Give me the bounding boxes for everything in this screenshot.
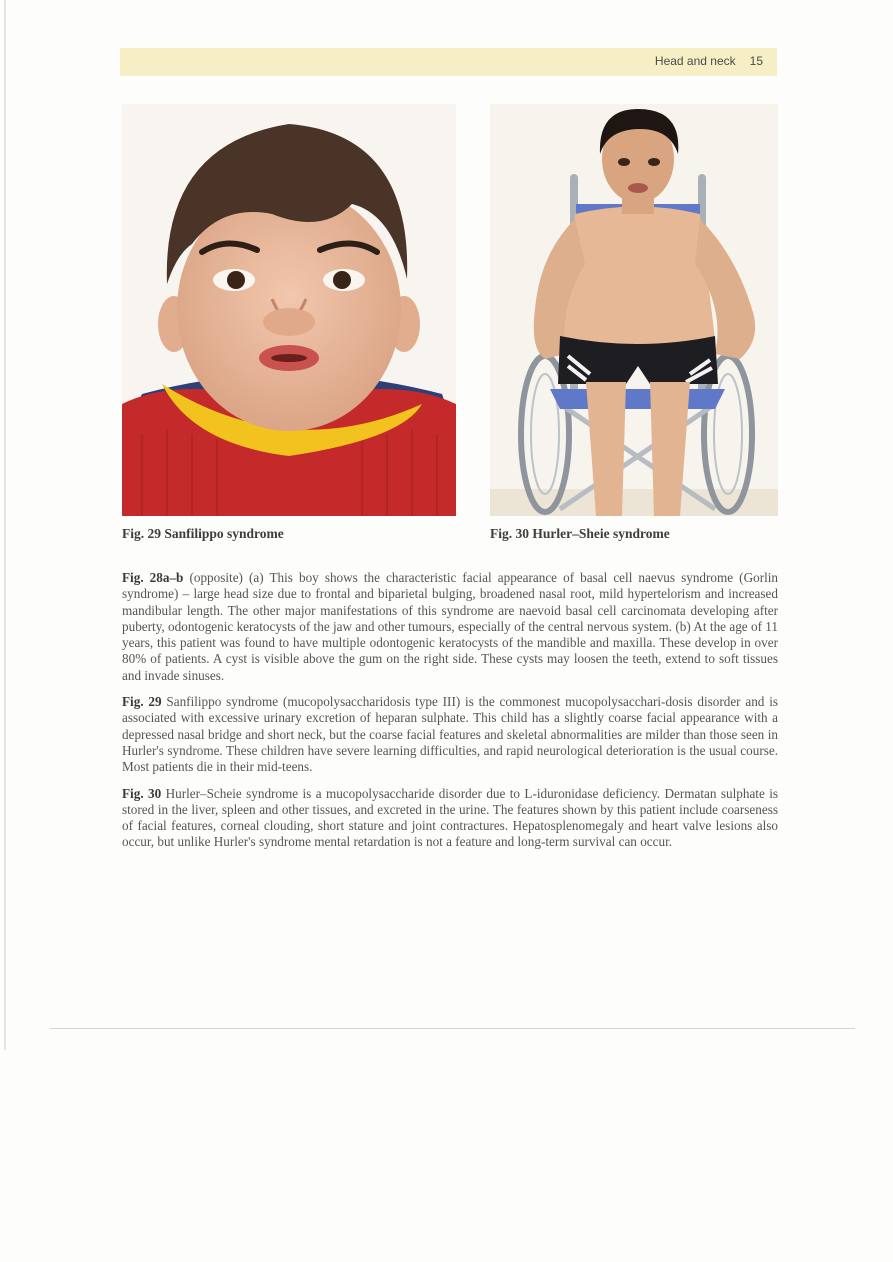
body-text	[122, 570, 778, 861]
figure-30-caption	[490, 526, 670, 542]
figure-29-caption	[122, 526, 284, 542]
paragraph-fig-30	[122, 786, 778, 851]
wheelchair-patient-illustration	[490, 104, 778, 516]
page-edge-shadow	[4, 0, 6, 1050]
caption-text: Hurler–Sheie syndrome	[532, 526, 670, 541]
figure-30-photo	[490, 104, 778, 516]
paragraph-text: (opposite) (a) This boy shows the characteristic facial appearance of basal cell naevus syndrome (Gorlin syndrome) – large head size due to frontal and biparietal bulging, broadened nasal root, mild hypertelorism and increased mandibular length. The other major manifestations of this syndrome are naevoid basal cell carcinomata developing after puberty, odontogenic keratocysts of the jaw and other tumours, especially of the central nervous system. (b) At the age of 11 years, this patient was found to have multiple odontogenic keratocysts of the mandible and maxilla. These develop in over 80% of patients. A cyst is visible above the gum on the right side. These cysts may loosen the teeth, extend to soft tissues and invade sinuses.	[122, 570, 779, 683]
page-number: 15	[749, 54, 763, 68]
header-text	[655, 54, 763, 68]
caption-label: Fig. 29	[122, 526, 161, 541]
paragraph-text: Hurler–Scheie syndrome is a mucopolysaccharide disorder due to L-iduronidase deficiency. Dermatan sulphate is stored in the liver, spleen and other tissues, and excreted in the urine. The features shown by this patient include coarseness of facial features, corneal clouding, short stature and joint contractures. Hepatosplenomegaly and heart valve lesions also occur, but unlike Hurler's syndrome mental retardation is not a feature and long-term survival can occur.	[122, 785, 778, 850]
running-header	[120, 48, 777, 76]
section-title: Head and neck	[654, 54, 736, 68]
paragraph-fig-28	[122, 570, 778, 684]
caption-text: Sanfilippo syndrome	[164, 526, 284, 541]
child-portrait-illustration	[122, 104, 456, 516]
caption-label: Fig. 30	[490, 526, 529, 541]
page-bottom-rule	[50, 1028, 855, 1029]
paragraph-text: Sanfilippo syndrome (mucopolysaccharidosis type III) is the commonest mucopolysacchari-dosis disorder and is associated with excessive urinary excretion of heparan sulphate. This child has a slightly coarse facial appearance with a depressed nasal bridge and short neck, but the coarse facial features and skeletal abnormalities are milder than those seen in Hurler's syndrome. These children have severe learning difficulties, and rapid neurological deterioration is the usual course. Most patients die in their mid-teens.	[122, 694, 778, 775]
figure-reference: Fig. 29	[122, 694, 162, 710]
figure-reference: Fig. 28a–b	[122, 570, 184, 585]
paragraph-fig-29	[122, 694, 778, 775]
figure-reference: Fig. 30	[122, 785, 162, 801]
figure-29-photo	[122, 104, 456, 516]
